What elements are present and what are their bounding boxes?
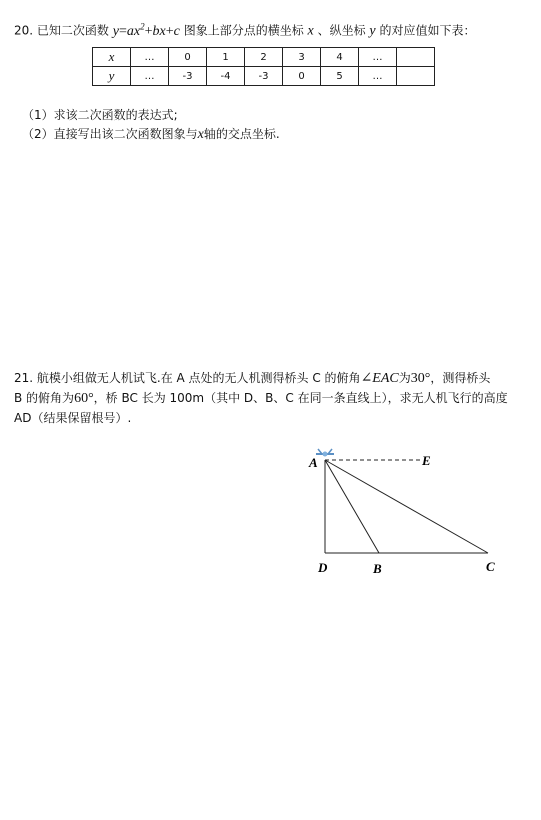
q21-angle: ∠EAC <box>360 371 399 386</box>
table-cell: … <box>131 48 169 67</box>
q20-part1: （1）求该二次函数的表达式; <box>22 108 178 122</box>
drone-icon <box>316 449 334 457</box>
table-cell: … <box>359 67 397 86</box>
value-table <box>92 47 435 86</box>
table-cell: -3 <box>245 67 283 86</box>
q20-x-var: x <box>307 23 314 39</box>
q21-line2 <box>14 390 508 407</box>
table-cell: 4 <box>321 48 359 67</box>
triangle-figure <box>300 440 515 580</box>
table-cell: -3 <box>169 67 207 86</box>
q21-line2-a: B 的俯角为 <box>14 391 75 405</box>
q21-line2-b: ，桥 BC 长为 100m（其中 D、B、C 在同一条直线上），求无人机飞行的高度 <box>93 391 508 405</box>
table-cell: 5 <box>321 67 359 86</box>
q21-line1-a: 21. 航模小组做无人机试飞.在 A 点处的无人机测得桥头 C 的俯角 <box>14 371 361 385</box>
table-cell: 2 <box>245 48 283 67</box>
q21-line1 <box>14 370 490 387</box>
q20-part2-pre: （2）直接写出该二次函数图象与 <box>22 127 198 141</box>
table-cell <box>397 67 435 86</box>
q20-stem <box>14 18 475 40</box>
table-cell: 0 <box>169 48 207 67</box>
label-c: C <box>486 559 495 574</box>
label-b: B <box>373 561 382 576</box>
q20-pre: 已知二次函数 <box>36 23 109 38</box>
label-d: D <box>318 560 328 575</box>
q20-formula: $y=ax^2+bx+c$ <box>112 21 180 39</box>
q21-deg60: 60° <box>74 391 94 406</box>
table-cell <box>397 48 435 67</box>
q20-number: 20. <box>14 23 34 38</box>
q20-part2-post: 轴的交点坐标. <box>203 127 280 141</box>
table-cell: 0 <box>283 67 321 86</box>
table-header-x: x <box>93 48 131 67</box>
q20-post1: 图象上部分点的横坐标 <box>183 23 304 38</box>
table-cell: 3 <box>283 48 321 67</box>
segment-ab <box>325 460 379 553</box>
table-row-x <box>93 48 435 67</box>
q21-deg30: 30° <box>410 371 431 386</box>
q20-y-var: y <box>369 23 376 39</box>
table-header-y: y <box>93 67 131 86</box>
segment-ac <box>325 460 488 553</box>
q21-line1-c: ，测得桥头 <box>430 371 491 385</box>
table-cell: -4 <box>207 67 245 86</box>
q20-part2-x: x <box>197 127 204 142</box>
label-a: A <box>309 455 318 470</box>
table-cell: … <box>359 48 397 67</box>
q20-post3: 的对应值如下表： <box>379 23 476 38</box>
q21-line3: AD（结果保留根号）. <box>14 411 132 425</box>
q20-part2 <box>22 126 280 143</box>
q20-post2: 、纵坐标 <box>317 23 366 38</box>
table-row-y <box>93 67 435 86</box>
table-cell: … <box>131 67 169 86</box>
label-e: E <box>422 453 431 468</box>
table-cell: 1 <box>207 48 245 67</box>
q21-line1-b: 为 <box>398 371 411 385</box>
